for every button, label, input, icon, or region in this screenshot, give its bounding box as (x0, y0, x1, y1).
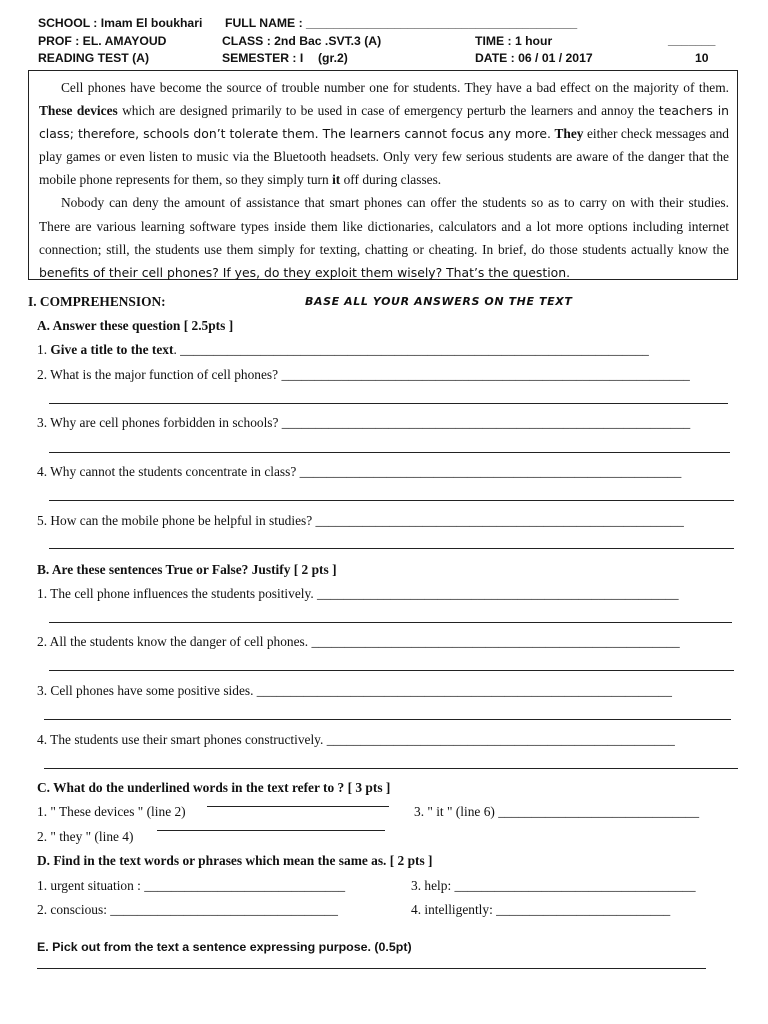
answer-line[interactable] (207, 806, 389, 807)
question-b1[interactable]: 1. The cell phone influences the students positively. ______________________________________________________ (37, 586, 679, 601)
passage-paragraph-1 (39, 76, 729, 191)
passage-text-segment: Nobody can deny the amount of assistance that smart phones can offer the students so as to carry on with their studies. There are various learning software types inside them like dictionaries, calculators and a lot more options including internet connection; still, the students use them simply for texting, chatting or cheating. In brief, do those students actually know the (39, 195, 729, 257)
question-d2[interactable]: 2. conscious: __________________________________ (37, 902, 338, 917)
question-c2: 2. " they " (line 4) (37, 829, 134, 844)
answer-line[interactable] (44, 719, 731, 720)
question-b2[interactable]: 2. All the students know the danger of cell phones. _______________________________________________________ (37, 634, 680, 649)
question-a3[interactable]: 3. Why are cell phones forbidden in schools? _____________________________________________________________ (37, 415, 691, 430)
score-total: 10 (695, 51, 709, 65)
prof-name: PROF : EL. AMAYOUD (38, 34, 167, 48)
passage-text-segment: These devices (39, 103, 118, 119)
group-label: (gr.2) (318, 51, 348, 65)
passage-text-segment: They (554, 126, 584, 142)
answer-line[interactable] (49, 622, 732, 623)
question-b4[interactable]: 4. The students use their smart phones constructively. ____________________________________________________ (37, 732, 675, 747)
answer-line[interactable] (44, 768, 738, 769)
reading-passage (28, 70, 738, 280)
question-c3[interactable]: 3. " it " (line 6) ______________________________ (414, 804, 700, 819)
answer-line[interactable] (49, 670, 734, 671)
school-name: SCHOOL : Imam El boukhari (38, 16, 203, 30)
passage-text-segment: which are designed primarily to be used in case of emergency perturb the learners and annoy the (117, 103, 659, 119)
question-d3[interactable]: 3. help: ____________________________________ (411, 878, 696, 893)
question-d1[interactable]: 1. urgent situation : ______________________________ (37, 878, 346, 893)
passage-text-segment: off during classes. (340, 172, 442, 188)
question-a1[interactable] (37, 342, 649, 358)
question-a1-blank[interactable]: . ______________________________________________________________________ (173, 342, 649, 357)
question-d4[interactable]: 4. intelligently: __________________________ (411, 902, 671, 917)
answer-line[interactable] (49, 403, 728, 404)
semester-label: SEMESTER : I (222, 51, 304, 65)
passage-text-segment: it (332, 172, 341, 188)
question-a2[interactable]: 2. What is the major function of cell phones? _____________________________________________________________ (37, 367, 690, 382)
question-b3[interactable]: 3. Cell phones have some positive sides. ______________________________________________________________ (37, 683, 672, 698)
class-label: CLASS : 2nd Bac .SVT.3 (A) (222, 34, 382, 48)
answer-line[interactable] (49, 500, 734, 501)
comprehension-instruction: BASE ALL YOUR ANSWERS ON THE TEXT (305, 295, 573, 308)
question-a1-number: 1. (37, 342, 51, 357)
passage-paragraph-2 (39, 191, 729, 283)
answer-line[interactable] (157, 830, 385, 831)
passage-text-segment: either check messages and play games or even listen to music via the Bluetooth headsets. Only very few serious students are aware of the danger that the mobile phone represents for them, so they simply turn (39, 126, 729, 188)
test-title: READING TEST (A) (38, 51, 150, 65)
question-a4[interactable]: 4. Why cannot the students concentrate in class? _________________________________________________________ (37, 464, 682, 479)
passage-text-segment: teachers in class; therefore, schools don’t tolerate them. The learners cannot focus any more. (39, 103, 730, 142)
question-a1-bold: Give a title to the text (50, 342, 174, 357)
section-a-heading: A. Answer these question [ 2.5pts ] (37, 318, 234, 333)
section-e-heading: E. Pick out from the text a sentence expressing purpose. (0.5pt) (37, 940, 412, 954)
question-a5[interactable]: 5. How can the mobile phone be helpful in studies? _______________________________________________________ (37, 513, 684, 528)
section-d-heading: D. Find in the text words or phrases which mean the same as. [ 2 pts ] (37, 853, 433, 868)
score-blank[interactable]: _______ (668, 33, 716, 47)
section-b-heading: B. Are these sentences True or False? Justify [ 2 pts ] (37, 562, 337, 577)
date-label: DATE : 06 / 01 / 2017 (475, 51, 593, 65)
passage-text-segment: benefits of their cell phones? If yes, do they exploit them wisely? That’s the question. (39, 264, 571, 280)
answer-line[interactable] (49, 452, 730, 453)
full-name-field[interactable]: FULL NAME : ________________________________________ (225, 16, 578, 30)
passage-text-segment: Cell phones have become the source of trouble number one for students. They have a bad effect on the majority of them. (61, 80, 729, 95)
answer-line[interactable] (49, 548, 734, 549)
answer-line[interactable] (37, 968, 706, 969)
comprehension-heading: I. COMPREHENSION: (28, 294, 166, 309)
time-label: TIME : 1 hour (475, 34, 553, 48)
section-c-heading: C. What do the underlined words in the text refer to ? [ 3 pts ] (37, 780, 391, 795)
question-c1: 1. " These devices " (line 2) (37, 804, 186, 819)
